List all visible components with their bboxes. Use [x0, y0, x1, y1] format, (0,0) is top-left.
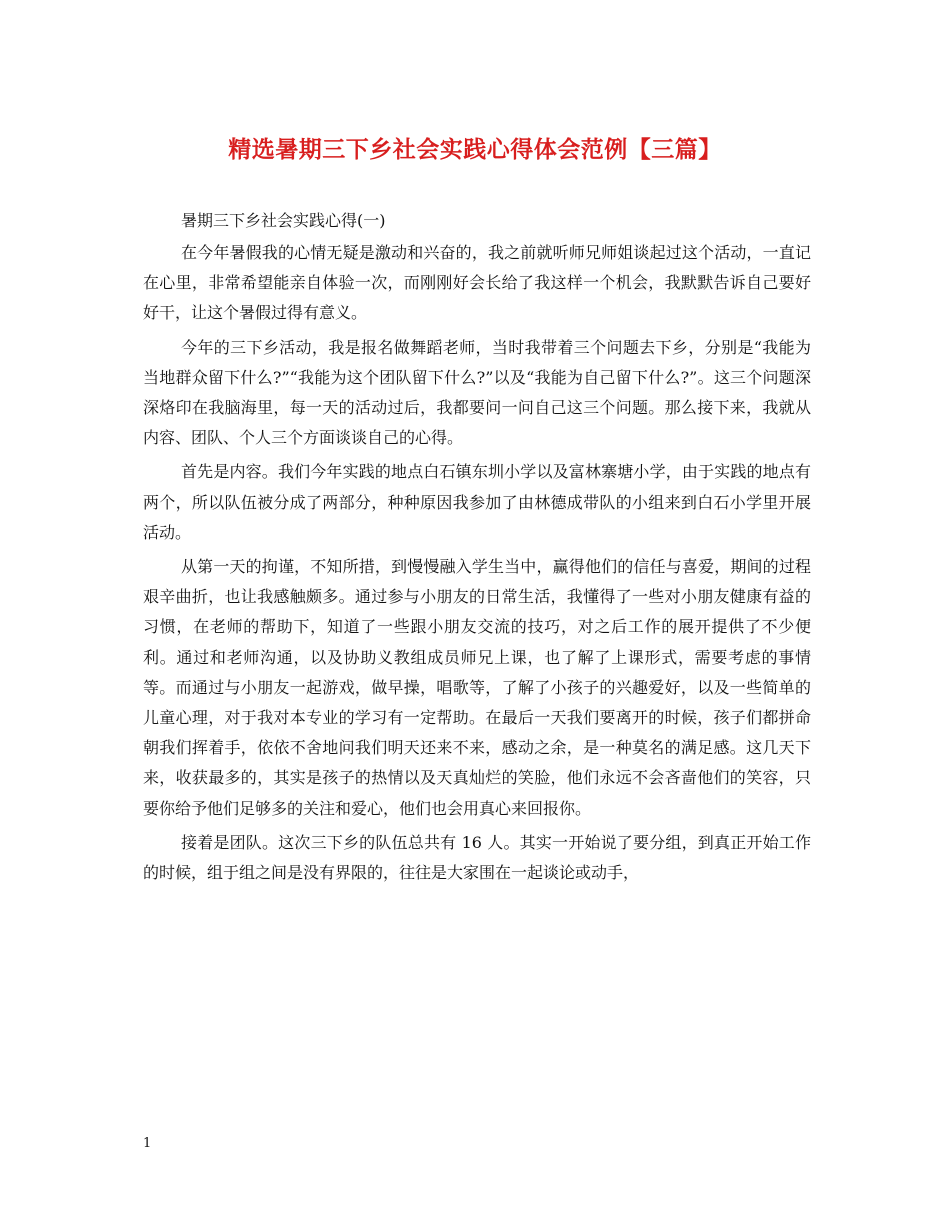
paragraph: 首先是内容。我们今年实践的地点白石镇东圳小学以及富林寨塘小学，由于实践的地点有两个，所以队伍被分成了两部分，种种原因我参加了由林德成带队的小组来到白石小学里开展活动。	[143, 462, 811, 542]
document-title: 精选暑期三下乡社会实践心得体会范例【三篇】	[228, 136, 722, 163]
paragraph: 接着是团队。这次三下乡的队伍总共有 16 人。其实一开始说了要分组，到真正开始工作的时候，组于组之间是没有界限的，往往是大家围在一起谈论或动手，	[143, 832, 811, 883]
paragraph: 从第一天的拘谨，不知所措，到慢慢融入学生当中，赢得他们的信任与喜爱，期间的过程艰辛曲折，也让我感触颇多。通过参与小朋友的日常生活，我懂得了一些对小朋友健康有益的习惯，在老师的帮助下，知道了一些跟小朋友交流的技巧，对之后工作的展开提供了不少便利。通过和老师沟通，以及协助义教组成员师兄上课，也了解了上课形式，需要考虑的事情等。而通过与小朋友一起游戏，做早操，唱歌等，了解了小孩子的兴趣爱好，以及一些简单的儿童心理，对于我对本专业的学习有一定帮助。在最后一天我们要离开的时候，孩子们都拼命朝我们挥着手，依依不舍地问我们明天还来不来，感动之余，是一种莫名的满足感。这几天下来，收获最多的，其实是孩子的热情以及天真灿烂的笑脸，他们永远不会吝啬他们的笑容，只要你给予他们足够多的关注和爱心，他们也会用真心来回报你。	[143, 557, 811, 818]
paragraph: 今年的三下乡活动，我是报名做舞蹈老师，当时我带着三个问题去下乡，分别是“我能为当地群众留下什么?”“我能为这个团队留下什么?”以及“我能为自己留下什么?”。这三个问题深深烙印在我脑海里，每一天的活动过后，我都要问一问自己这三个问题。那么接下来，我就从内容、团队、个人三个方面谈谈自己的心得。	[143, 337, 811, 448]
section-heading: 暑期三下乡社会实践心得(一)	[181, 211, 386, 230]
paragraph: 在今年暑假我的心情无疑是激动和兴奋的，我之前就听师兄师姐谈起过这个活动，一直记在心里，非常希望能亲自体验一次，而刚刚好会长给了我这样一个机会，我默默告诉自己要好好干，让这个暑假过得有意义。	[143, 243, 811, 323]
document-body	[143, 238, 811, 892]
page-number: 1	[143, 1136, 152, 1151]
